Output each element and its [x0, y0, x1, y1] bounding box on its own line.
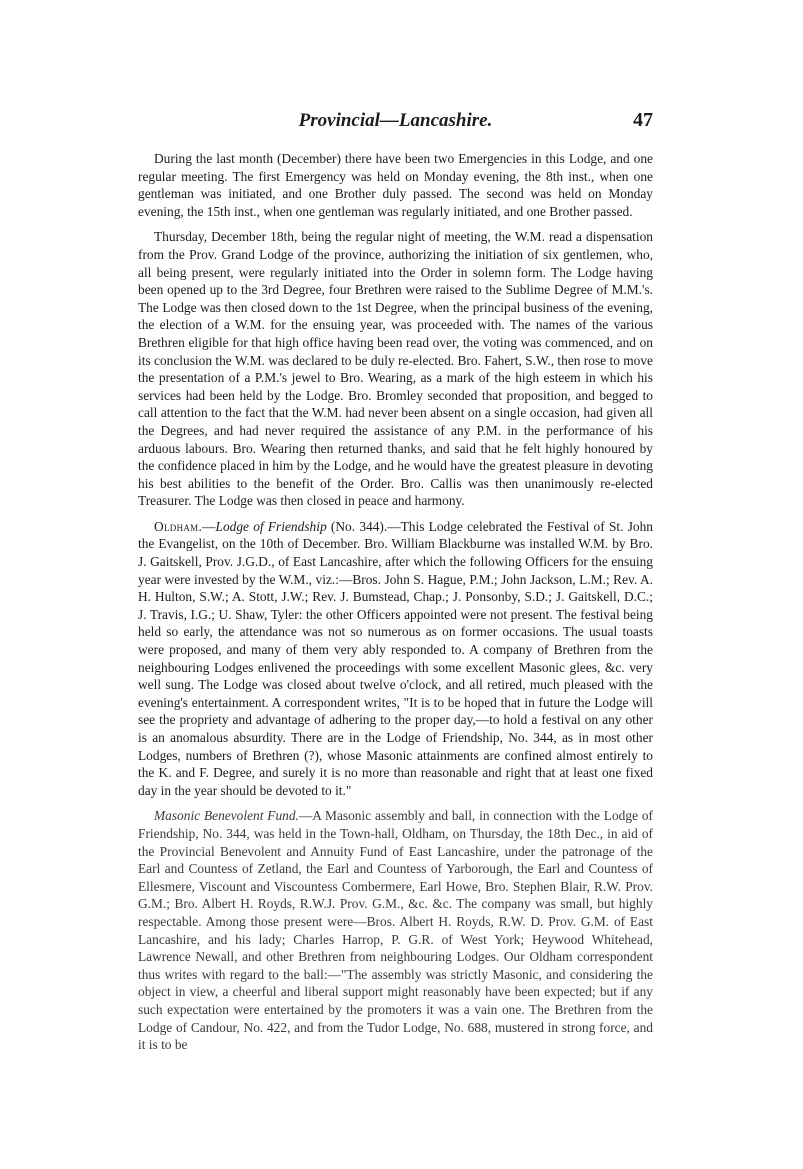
paragraph-benevolent-body: —A Masonic assembly and ball, in connection with the Lodge of Friendship, No. 344, was held in the Town-hall, Oldham, on Thursday, the 18th Dec., in aid of the Provincial Benevolent and Annuity Fund of East Lancashire, under the patronage of the Earl and Countess of Zetland, the Earl and Countess of Yarborough, the Earl and Countess of Ellesmere, Viscount and Viscountess Combermere, Earl Howe, Bro. Stephen Blair, R.W. Prov. G.M.; Bro. Albert H. Royds, R.W.J. Prov. G.M., &c. &c. The company was small, but highly respectable. Among those present were—Bros. Albert H. Royds, R.W. D. Prov. G.M. of East Lancashire, and his lady; Charles Harrop, P. G.R. of West York; Heywood Whitehead, Lawrence Newall, and other Brethren from neighbouring Lodges. Our Oldham correspondent thus writes with regard to the ball:—"The assembly was strictly Masonic, and considering the object in view, a cheerful and liberal support might reasonably have been expected; but if any such expectation were entertained by the promoters it was a vain one. The Brethren from the Lodge of Candour, No. 422, and from the Tudor Lodge, No. 688, mustered in strong force, and it is to be [138, 808, 654, 1053]
place-heading-oldham: Oldham. [154, 518, 203, 534]
page-number: 47 [633, 109, 653, 131]
running-header [138, 110, 653, 138]
paragraph-oldham: Oldham.—Lodge of Friendship (No. 344).—This Lodge celebrated the Festival of St. John the Evangelist, on the 10th of December. Bro. William Blackburne was installed W.M. by Bro. J. Gaitskell, Prov. J.G.D., of East Lancashire, after which the following Officers for the ensuing year were invested by the W.M., viz.:—Bros. John S. Hague, P.M.; John Jackson, L.M.; Rev. A. H. Hulton, S.W.; A. Stott, J.W.; Rev. J. Bumstead, Chap.; J. Ponsonby, S.D.; J. Gaitskell, D.C.; J. Travis, I.G.; U. Shaw, Tyler: the other Officers appointed were not present. The festival being held so early, the attendance was not so numerous as on former occasions. The usual toasts were proposed, and many of them very ably responded to. A company of Brethren from the neighbouring Lodges enlivened the proceedings with some excellent Masonic glees, &c. very well sung. The Lodge was closed about twelve o'clock, and all retired, much pleased with the evening's entertainment. A correspondent writes, "It is to be hoped that in future the Lodge will see the propriety and advantage of adhering to the proper day,—to hold a festival on any other is an anomalous absurdity. There are in the Lodge of Friendship, No. 344, as in most other Lodges, numbers of Brethren (?), whose Masonic attainments are confined almost entirely to the K. and F. Degree, and surely it is no more than reasonable and right that at least one fixed day in the year should be devoted to it." [138, 518, 653, 798]
section-heading-benevolent-fund: Masonic Benevolent Fund. [154, 808, 299, 824]
running-title: Provincial—Lancashire. [298, 110, 493, 131]
paragraph-oldham-body: (No. 344).—This Lodge celebrated the Festival of St. John the Evangelist, on the 10th of December. Bro. William Blackburne was installed W.M. by Bro. J. Gaitskell, Prov. J.G.D., of East Lancashire, after which the following Officers for the ensuing year were invested by the W.M., viz.:—Bros. John S. Hague, P.M.; John Jackson, L.M.; Rev. A. H. Hulton, S.W.; A. Stott, J.W.; Rev. J. Bumstead, Chap.; J. Ponsonby, S.D.; J. Gaitskell, D.C.; J. Travis, I.G.; U. Shaw, Tyler: the other Officers appointed were not present. The festival being held so early, the attendance was not so numerous as on former occasions. The usual toasts were proposed, and many of them very ably responded to. A company of Brethren from the neighbouring Lodges enlivened the proceedings with some excellent Masonic glees, &c. very well sung. The Lodge was closed about twelve o'clock, and all retired, much pleased with the evening's entertainment. A correspondent writes, "It is to be hoped that in future the Lodge will see the propriety and advantage of adhering to the proper day,—to hold a festival on any other is an anomalous absurdity. There are in the Lodge of Friendship, No. 344, as in most other Lodges, numbers of Brethren (?), whose Masonic attainments are confined almost entirely to the K. and F. Degree, and surely it is no more than reasonable and right that at least one fixed day in the year should be devoted to it." [138, 518, 653, 798]
lodge-name: Lodge of Friendship [215, 518, 327, 534]
paragraph-benevolent-fund [138, 807, 653, 1053]
paragraph-regular-meeting: Thursday, December 18th, being the regular night of meeting, the W.M. read a dispensation from the Prov. Grand Lodge of the province, authorizing the initiation of six gentlemen, who, all being present, were regularly initiated into the Order in solemn form. The Lodge having been opened up to the 3rd Degree, four Brethren were raised to the Sublime Degree of M.M.'s. The Lodge was then closed down to the 1st Degree, when the principal business of the evening, the election of a W.M. for the ensuing year, was proceeded with. The names of the various Brethren eligible for that high office having been read over, the voting was commenced, and on its conclusion the W.M. was declared to be duly re-elected. Bro. Fahert, S.W., then rose to move the presentation of a P.M.'s jewel to Bro. Wearing, as a mark of the high esteem in which his services had been held by the Lodge. Bro. Bromley seconded that proposition, and begged to call attention to the fact that the W.M. had never been absent on a single occasion, had given all the Degrees, and had never required the assistance of any P.M. in the performance of his arduous labours. Bro. Wearing then returned thanks, and said that he felt highly honoured by the confidence placed in him by the Lodge, and he would have the greatest pleasure in devoting his best abilities to the benefit of the Order. Bro. Callis was then unanimously re-elected Treasurer. The Lodge was then closed in peace and harmony. [138, 229, 653, 509]
paragraph-emergencies: During the last month (December) there have been two Emergencies in this Lodge, and one regular meeting. The first Emergency was held on Monday evening, the 8th inst., when one gentleman was initiated, and one Brother duly passed. The second was held on Monday evening, the 15th inst., when one gentleman was regularly initiated, and one Brother passed. [138, 151, 653, 219]
